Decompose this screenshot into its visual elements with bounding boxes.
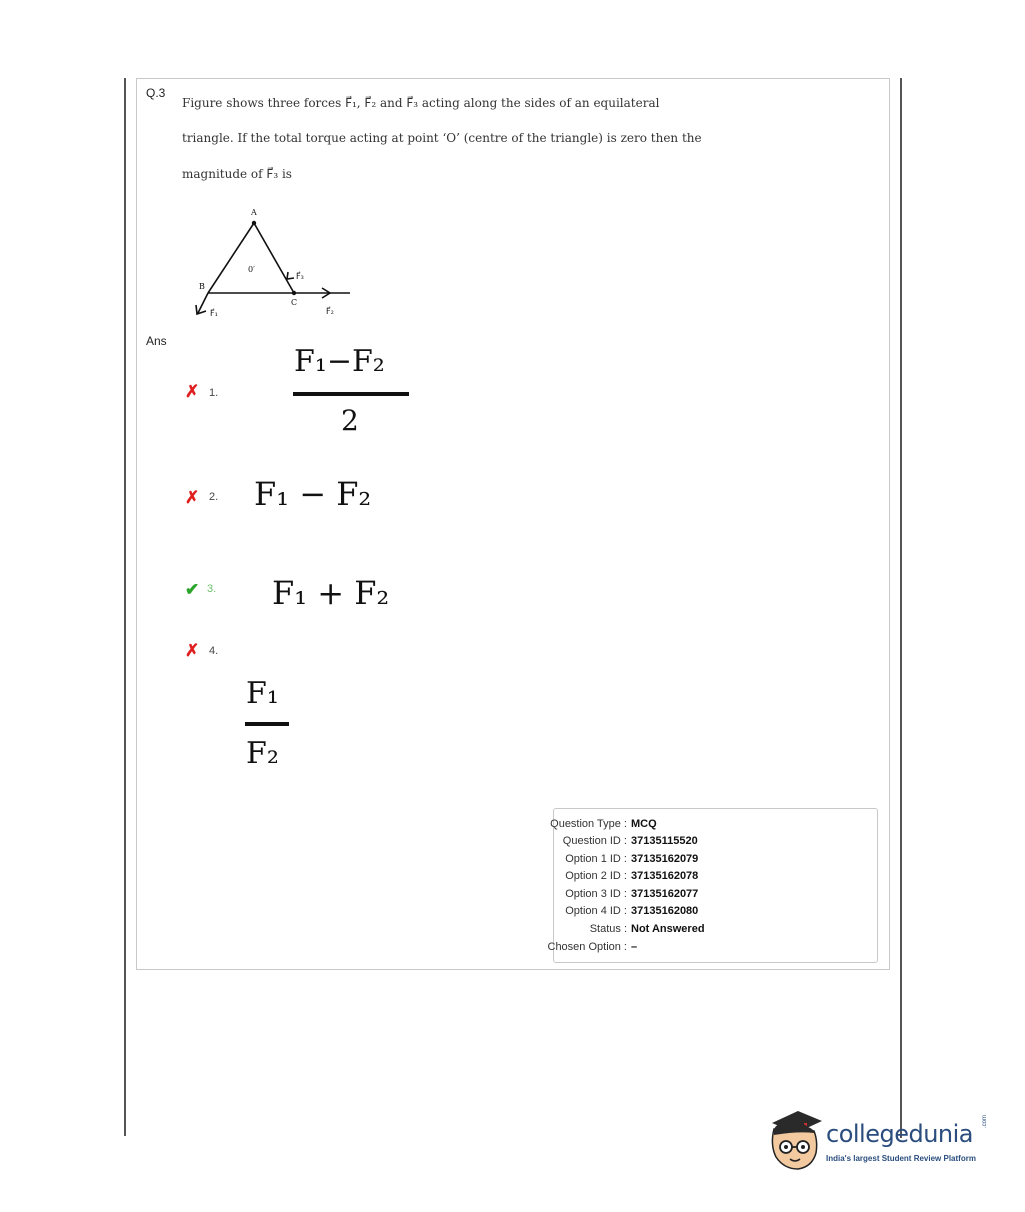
vertex-a-label: A	[251, 208, 257, 217]
answer-label: Ans	[146, 334, 167, 348]
collegedunia-mascot-icon	[768, 1105, 826, 1175]
question-text-line-2: triangle. If the total torque acting at point ‘O’ (centre of the triangle) is zero then the	[182, 131, 702, 145]
vertex-c-label: C	[291, 298, 298, 307]
force-f1-label: F⃗₁	[210, 309, 218, 318]
wrong-mark-icon: ✗	[185, 382, 200, 401]
option-3-expression: F₁ + F₂	[272, 574, 390, 612]
force-f3-label: F⃗₃	[296, 272, 304, 281]
option-1-fraction-bar	[293, 392, 409, 396]
question-text-line-1: Figure shows three forces F⃗₁, F⃗₂ and F⃗₃ acting along the sides of an equilateral	[182, 96, 660, 110]
collegedunia-logo-text: collegedunia	[826, 1120, 974, 1148]
info-option-4-id: Option 4 ID : 37135162080	[565, 905, 699, 917]
check-mark-icon: ✔	[185, 580, 200, 599]
option-2-number: 2.	[209, 491, 219, 503]
info-option-3-id: Option 3 ID : 37135162077	[565, 888, 699, 900]
option-4-number: 4.	[209, 645, 219, 657]
info-option-2-id: Option 2 ID : 37135162078	[565, 870, 699, 882]
page-right-border	[900, 78, 902, 1138]
triangle-figure	[190, 200, 350, 325]
option-1-denominator: 2	[341, 404, 359, 437]
centre-o-label: 0′	[248, 265, 255, 274]
option-2-expression: F₁ − F₂	[254, 475, 372, 513]
wrong-mark-icon: ✗	[185, 641, 200, 660]
info-chosen-option: Chosen Option : –	[547, 941, 638, 953]
force-f2-label: F⃗₂	[326, 307, 334, 316]
logo-tagline: India's largest Student Review Platform	[826, 1154, 976, 1163]
question-text-line-3: magnitude of F⃗₃ is	[182, 167, 292, 181]
info-status: Status : Not Answered	[589, 923, 705, 935]
option-1-number: 1.	[209, 387, 219, 399]
page-left-border	[124, 78, 126, 1136]
question-info-box	[547, 808, 878, 963]
option-1-numerator: F₁−F₂	[294, 344, 385, 379]
info-question-id: Question ID : 37135115520	[562, 835, 698, 847]
question-number: Q.3	[146, 86, 166, 100]
option-4-fraction-bar	[245, 722, 289, 726]
wrong-mark-icon: ✗	[185, 488, 200, 507]
vertex-b-label: B	[199, 282, 205, 291]
option-4-denominator: F₂	[246, 736, 279, 771]
info-option-1-id: Option 1 ID : 37135162079	[565, 853, 699, 865]
option-3-number: 3.	[207, 583, 217, 595]
info-question-type: Question Type : MCQ	[550, 818, 657, 830]
option-4-numerator: F₁	[246, 676, 279, 711]
logo-com-suffix: .com	[982, 1114, 988, 1128]
